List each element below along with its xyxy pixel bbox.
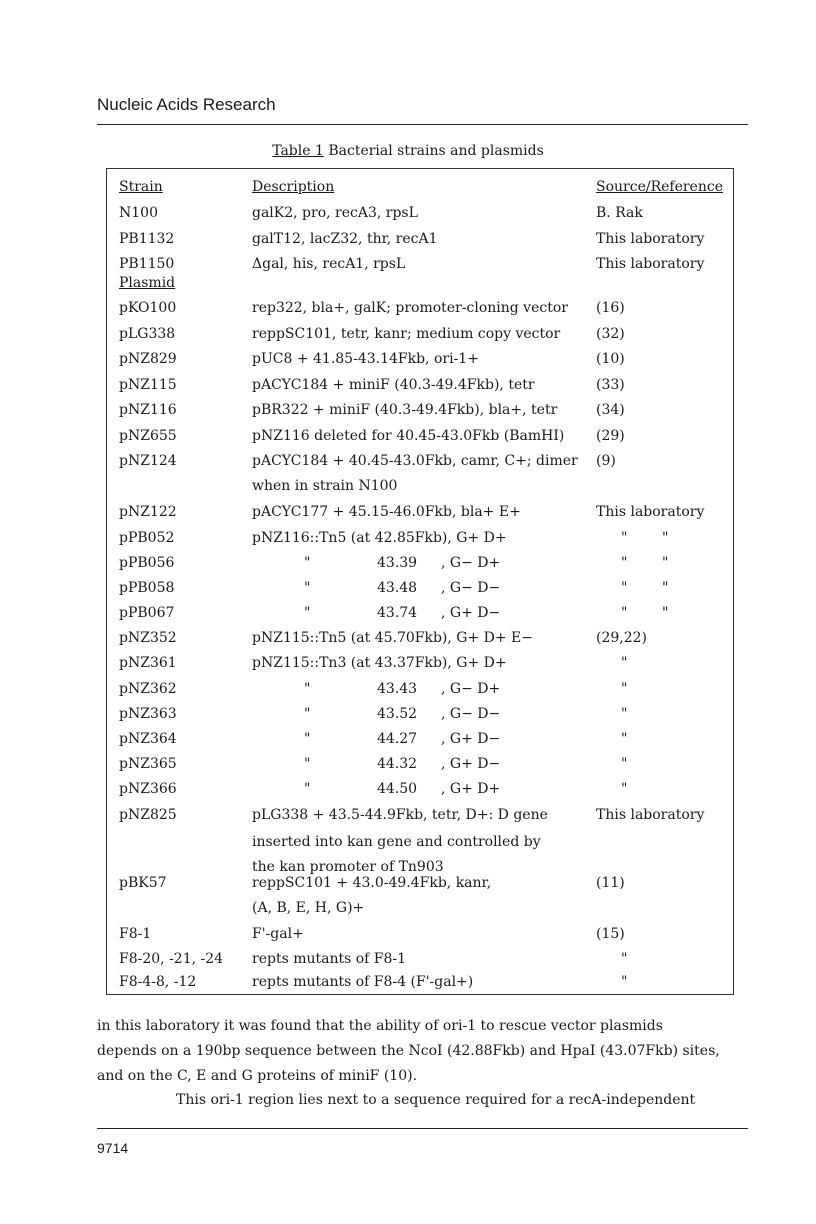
source-reference: This laboratory — [596, 256, 705, 272]
source-reference: (16) — [596, 300, 625, 316]
header-description: Description — [252, 179, 335, 195]
strains-table — [106, 168, 734, 995]
strain-name: pNZ122 — [119, 504, 177, 520]
paragraph-line: in this laboratory it was found that the ability of ori-1 to rescue vector plasmids — [97, 1018, 663, 1034]
strain-name: pNZ364 — [119, 731, 177, 747]
source-ditto: " — [621, 605, 628, 621]
source-reference: (11) — [596, 875, 625, 891]
strain-name: PB1132 — [119, 231, 175, 247]
footer-rule — [97, 1128, 748, 1129]
journal-title: Nucleic Acids Research — [97, 95, 276, 114]
strain-name: F8-1 — [119, 926, 152, 942]
table-row — [107, 300, 733, 322]
strain-name: pNZ825 — [119, 807, 177, 823]
strain-name: pPB056 — [119, 555, 175, 571]
strain-description: the kan promoter of Tn903 — [252, 859, 444, 875]
table-row — [107, 834, 733, 856]
ditto-mark: " — [304, 555, 311, 571]
table-row — [107, 974, 733, 996]
strain-description: pUC8 + 41.85-43.14Fkb, ori-1+ — [252, 351, 479, 367]
table-row — [107, 926, 733, 948]
strain-name: pNZ366 — [119, 781, 177, 797]
strain-name: pNZ124 — [119, 453, 177, 469]
strain-description: when in strain N100 — [252, 478, 398, 494]
strain-name: pNZ655 — [119, 428, 177, 444]
source-ditto: " — [621, 756, 628, 772]
source-ditto: " — [621, 731, 628, 747]
table-row — [107, 655, 733, 677]
table-row — [107, 951, 733, 973]
table-label: Table 1 — [272, 143, 324, 159]
table-row — [107, 377, 733, 399]
table-row — [107, 555, 733, 577]
section-label-plasmid: Plasmid — [119, 275, 176, 291]
strain-name: N100 — [119, 205, 158, 221]
header-source: Source/Reference — [596, 179, 723, 195]
table-row — [107, 504, 733, 526]
table-row — [107, 530, 733, 552]
source-ditto: " — [621, 706, 628, 722]
strain-description: pNZ115::Tn5 (at 45.70Fkb), G+ D+ E− — [252, 630, 534, 646]
paragraph-line: depends on a 190bp sequence between the NcoI (42.88Fkb) and HpaI (43.07Fkb) sites, — [97, 1043, 720, 1059]
source-ditto: " — [621, 655, 628, 671]
strain-name: pBK57 — [119, 875, 167, 891]
strain-description: galT12, lacZ32, thr, recA1 — [252, 231, 438, 247]
source-reference: B. Rak — [596, 205, 643, 221]
ditto-mark: " — [304, 681, 311, 697]
table-row — [107, 231, 733, 253]
strain-description: galK2, pro, recA3, rpsL — [252, 205, 418, 221]
source-reference: (9) — [596, 453, 616, 469]
genotype: , G+ D− — [441, 605, 501, 621]
table-row — [107, 351, 733, 373]
strain-name: pNZ365 — [119, 756, 177, 772]
strain-name: pPB052 — [119, 530, 175, 546]
strain-description: F'-gal+ — [252, 926, 304, 942]
table-row — [107, 781, 733, 803]
strain-description: pLG338 + 43.5-44.9Fkb, tetr, D+: D gene — [252, 807, 548, 823]
source-ditto: " — [662, 555, 669, 571]
strain-description: reppSC101 + 43.0-49.4Fkb, kanr, — [252, 875, 492, 891]
source-ditto: " — [621, 781, 628, 797]
table-caption-text: Bacterial strains and plasmids — [323, 143, 544, 159]
ditto-mark: " — [304, 605, 311, 621]
insertion-position: 43.43 — [377, 681, 418, 697]
strain-name: pPB058 — [119, 580, 175, 596]
source-reference: (10) — [596, 351, 625, 367]
insertion-position: 43.52 — [377, 706, 418, 722]
source-reference: (33) — [596, 377, 625, 393]
table-row — [107, 681, 733, 703]
ditto-mark: " — [304, 731, 311, 747]
table-row — [107, 630, 733, 652]
table-caption — [0, 143, 816, 159]
paragraph-line: This ori-1 region lies next to a sequence required for a recA-independent — [176, 1092, 696, 1108]
table-row — [107, 605, 733, 627]
insertion-position: 44.32 — [377, 756, 418, 772]
strain-name: pNZ115 — [119, 377, 177, 393]
source-reference: (29,22) — [596, 630, 648, 646]
genotype: , G− D+ — [441, 681, 501, 697]
strain-description: pBR322 + miniF (40.3-49.4Fkb), bla+, tetr — [252, 402, 558, 418]
source-reference: This laboratory — [596, 231, 705, 247]
ditto-mark: " — [304, 756, 311, 772]
table-row — [107, 402, 733, 424]
ditto-mark: " — [304, 580, 311, 596]
table-row — [107, 580, 733, 602]
strain-name: pNZ116 — [119, 402, 177, 418]
source-ditto: " — [621, 974, 628, 990]
genotype: , G+ D− — [441, 756, 501, 772]
insertion-position: 44.50 — [377, 781, 418, 797]
strain-name: F8-4-8, -12 — [119, 974, 197, 990]
insertion-position: 43.48 — [377, 580, 418, 596]
source-ditto: " — [621, 530, 628, 546]
source-ditto: " — [621, 951, 628, 967]
table-row — [107, 256, 733, 278]
strain-name: PB1150 — [119, 256, 175, 272]
table-row — [107, 900, 733, 922]
table-row — [107, 326, 733, 348]
strain-description: pACYC184 + miniF (40.3-49.4Fkb), tetr — [252, 377, 535, 393]
strain-description: rep322, bla+, galK; promoter-cloning vector — [252, 300, 568, 316]
strain-description: (A, B, E, H, G)+ — [252, 900, 365, 916]
strain-name: pPB067 — [119, 605, 175, 621]
genotype: , G− D+ — [441, 555, 501, 571]
source-reference: This laboratory — [596, 504, 705, 520]
strain-description: pNZ116::Tn5 (at 42.85Fkb), G+ D+ — [252, 530, 507, 546]
strain-name: pNZ361 — [119, 655, 177, 671]
ditto-mark: " — [304, 781, 311, 797]
table-row — [107, 731, 733, 753]
insertion-position: 43.74 — [377, 605, 418, 621]
genotype: , G+ D− — [441, 731, 501, 747]
table-row — [107, 807, 733, 829]
strain-description: repts mutants of F8-4 (F'-gal+) — [252, 974, 474, 990]
strain-name: pNZ362 — [119, 681, 177, 697]
genotype: , G− D− — [441, 580, 501, 596]
paragraph-line: and on the C, E and G proteins of miniF (10). — [97, 1068, 418, 1084]
strain-description: pNZ115::Tn3 (at 43.37Fkb), G+ D+ — [252, 655, 507, 671]
strain-description: pACYC177 + 45.15-46.0Fkb, bla+ E+ — [252, 504, 521, 520]
source-ditto: " — [662, 605, 669, 621]
strain-name: pLG338 — [119, 326, 176, 342]
table-row — [107, 875, 733, 897]
strain-name: pNZ352 — [119, 630, 177, 646]
strain-description: repts mutants of F8-1 — [252, 951, 407, 967]
insertion-position: 44.27 — [377, 731, 418, 747]
source-ditto: " — [621, 681, 628, 697]
source-ditto: " — [621, 580, 628, 596]
source-ditto: " — [662, 580, 669, 596]
strain-description: Δgal, his, recA1, rpsL — [252, 256, 406, 272]
table-row — [107, 478, 733, 500]
table-row — [107, 756, 733, 778]
strain-description: reppSC101, tetr, kanr; medium copy vector — [252, 326, 561, 342]
source-reference: (32) — [596, 326, 625, 342]
strain-name: F8-20, -21, -24 — [119, 951, 224, 967]
source-reference: This laboratory — [596, 807, 705, 823]
table-row — [107, 428, 733, 450]
strain-name: pNZ363 — [119, 706, 177, 722]
strain-name: pNZ829 — [119, 351, 177, 367]
ditto-mark: " — [304, 706, 311, 722]
source-reference: (29) — [596, 428, 625, 444]
genotype: , G− D− — [441, 706, 501, 722]
strain-name: pKO100 — [119, 300, 177, 316]
table-row — [107, 706, 733, 728]
strain-description: inserted into kan gene and controlled by — [252, 834, 541, 850]
header-strain: Strain — [119, 179, 163, 195]
source-reference: (15) — [596, 926, 625, 942]
strain-description: pNZ116 deleted for 40.45-43.0Fkb (BamHI) — [252, 428, 565, 444]
source-ditto: " — [662, 530, 669, 546]
page-number: 9714 — [97, 1140, 129, 1156]
table-row — [107, 453, 733, 475]
insertion-position: 43.39 — [377, 555, 418, 571]
source-ditto: " — [621, 555, 628, 571]
strain-description: pACYC184 + 40.45-43.0Fkb, camr, C+; dimer — [252, 453, 578, 469]
genotype: , G+ D+ — [441, 781, 501, 797]
source-reference: (34) — [596, 402, 625, 418]
header-rule — [97, 124, 748, 125]
table-row — [107, 205, 733, 227]
